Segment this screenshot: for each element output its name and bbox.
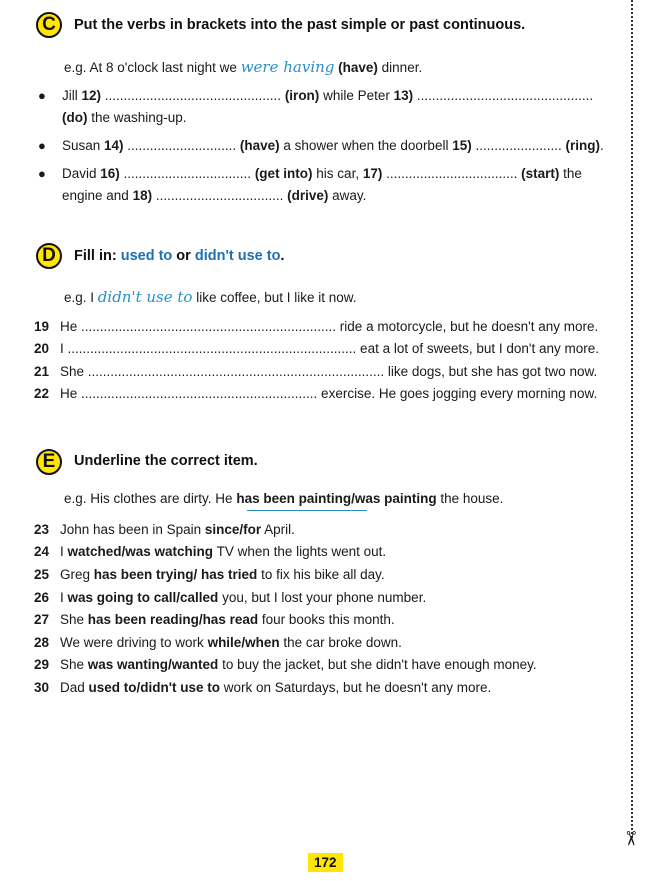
item-number: 29 bbox=[34, 657, 50, 672]
example-verb: (have) bbox=[338, 60, 378, 75]
item-number: 28 bbox=[34, 635, 50, 650]
item-number: 23 bbox=[34, 522, 50, 537]
item-c-1-line-1: Jill 12) ............................................... (iron) while Peter 13) ............................................... bbox=[62, 88, 594, 103]
item-e-25: Greg has been trying/ has tried to fix his bike all day. bbox=[60, 567, 385, 582]
section-e-title: Underline the correct item. bbox=[74, 453, 258, 469]
section-c-badge: C bbox=[36, 12, 62, 38]
section-d-example: e.g. I didn't use to like coffee, but I like it now. bbox=[64, 288, 357, 306]
section-e-badge: E bbox=[36, 449, 62, 475]
item-number: 30 bbox=[34, 680, 50, 695]
item-e-28: We were driving to work while/when the car broke down. bbox=[60, 635, 402, 650]
item-e-30: Dad used to/didn't use to work on Saturdays, but he doesn't any more. bbox=[60, 680, 492, 695]
item-number: 21 bbox=[34, 364, 50, 379]
item-d-19: He .................................................................... ride a motorcycle, but he doesn't any more. bbox=[60, 319, 599, 334]
example-answer: were having bbox=[240, 58, 335, 76]
item-d-20: I ............................................................................. eat a lot of sweets, but I don't any more. bbox=[60, 341, 600, 356]
item-c-1-line-2: (do) the washing-up. bbox=[62, 110, 187, 125]
item-number: 25 bbox=[34, 567, 50, 582]
item-e-29: She was wanting/wanted to buy the jacket, but she didn't have enough money. bbox=[60, 657, 537, 672]
item-number: 22 bbox=[34, 386, 50, 401]
bullet-icon: ● bbox=[38, 166, 46, 181]
section-d-badge: D bbox=[36, 243, 62, 269]
example-underline bbox=[247, 510, 367, 511]
example-answer: didn't use to bbox=[97, 288, 193, 306]
item-d-21: She ............................................................................... like dogs, but she has got two now. bbox=[60, 364, 598, 379]
item-c-2-line-1: Susan 14) ............................. (have) a shower when the doorbell 15) ....................... (ring). bbox=[62, 138, 604, 153]
item-e-27: She has been reading/has read four books this month. bbox=[60, 612, 395, 627]
page-number: 172 bbox=[308, 853, 343, 872]
bullet-icon: ● bbox=[38, 138, 46, 153]
item-e-24: I watched/was watching TV when the lights went out. bbox=[60, 544, 387, 559]
item-e-23: John has been in Spain since/for April. bbox=[60, 522, 295, 537]
scissors-icon: ✂ bbox=[618, 830, 641, 847]
item-number: 26 bbox=[34, 590, 50, 605]
example-suffix: dinner. bbox=[381, 60, 423, 75]
item-number: 20 bbox=[34, 341, 50, 356]
item-d-22: He ............................................................... exercise. He goes jogging every morning now. bbox=[60, 386, 598, 401]
section-c-title: Put the verbs in brackets into the past simple or past continuous. bbox=[74, 17, 526, 33]
item-c-3-line-1: David 16) .................................. (get into) his car, 17) ................................... (start) the bbox=[62, 166, 582, 181]
section-e-example: e.g. His clothes are dirty. He has been painting/was painting the house. bbox=[64, 491, 504, 506]
section-c-example bbox=[64, 58, 422, 76]
item-number: 27 bbox=[34, 612, 50, 627]
bullet-icon: ● bbox=[38, 88, 46, 103]
item-number: 19 bbox=[34, 319, 50, 334]
item-number: 24 bbox=[34, 544, 50, 559]
example-prefix: e.g. At 8 o'clock last night we bbox=[64, 60, 237, 75]
section-d-title: Fill in: used to or didn't use to. bbox=[74, 248, 285, 264]
cut-line bbox=[631, 0, 633, 838]
item-e-26: I was going to call/called you, but I lost your phone number. bbox=[60, 590, 427, 605]
item-c-3-line-2: engine and 18) .................................. (drive) away. bbox=[62, 188, 367, 203]
